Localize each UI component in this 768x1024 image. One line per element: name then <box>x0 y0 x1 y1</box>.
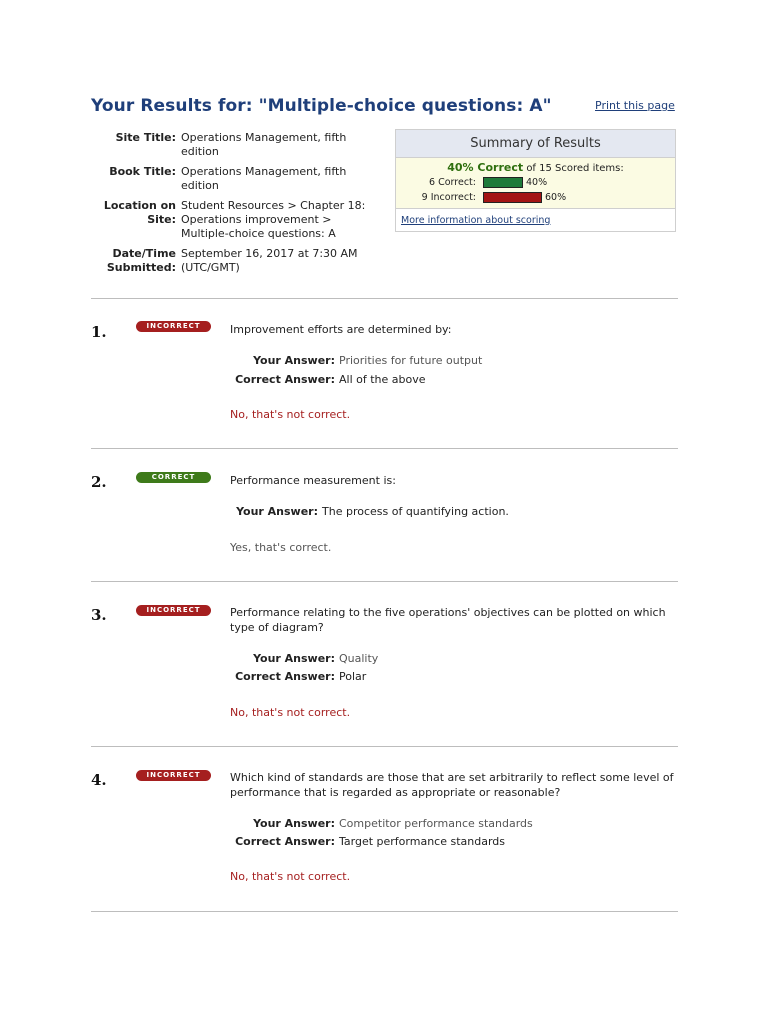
page-title: Your Results for: "Multiple-choice questions: A" <box>91 96 552 116</box>
incorrect-row <box>396 191 675 204</box>
your-answer-value: Quality <box>339 652 379 665</box>
location-value: Student Resources > Chapter 18: Operations improvement > Multiple-choice questions: A <box>181 199 366 240</box>
scored-items-text: of 15 Scored items: <box>526 163 624 174</box>
feedback-text: No, that's not correct. <box>230 706 351 719</box>
your-answer-label: Your Answer: <box>253 817 335 830</box>
site-title-label: Site Title: <box>115 131 176 144</box>
your-answer-row <box>226 504 509 519</box>
percent-correct: 40% Correct <box>447 161 524 174</box>
incorrect-percent: 60% <box>545 192 567 203</box>
more-info-scoring-link[interactable]: More information about scoring <box>401 215 551 226</box>
your-answer-label: Your Answer: <box>253 354 335 367</box>
question-text: Which kind of standards are those that are set arbitrarily to reflect some level of performance that is regarded as appropriate or reasonable? <box>230 771 674 799</box>
summary-body <box>396 158 675 209</box>
status-badge: INCORRECT <box>136 605 211 616</box>
correct-answer-value: Target performance standards <box>339 835 505 848</box>
your-answer-label: Your Answer: <box>236 505 318 518</box>
correct-answer-value: Polar <box>339 670 367 683</box>
correct-bar <box>483 177 523 188</box>
divider <box>91 448 678 449</box>
status-badge: INCORRECT <box>136 770 211 781</box>
your-answer-value: The process of quantifying action. <box>322 505 509 518</box>
status-badge: CORRECT <box>136 472 211 483</box>
your-answer-row <box>226 353 482 368</box>
correct-answer-label: Correct Answer: <box>235 670 335 683</box>
date-row <box>100 247 381 281</box>
question-number: 2. <box>91 473 107 491</box>
print-page-link[interactable]: Print this page <box>595 99 675 112</box>
question-number: 1. <box>91 323 107 341</box>
question-text: Improvement efforts are determined by: <box>230 323 452 336</box>
incorrect-bar <box>483 192 542 203</box>
correct-count-label: 6 Correct: <box>429 177 476 188</box>
correct-answer-value: All of the above <box>339 373 426 386</box>
correct-row <box>396 176 675 189</box>
your-answer-row <box>226 651 378 666</box>
feedback-text: No, that's not correct. <box>230 408 351 421</box>
correct-percent: 40% <box>526 177 548 188</box>
question-text: Performance measurement is: <box>230 474 396 487</box>
site-title-row <box>100 131 381 165</box>
incorrect-count-label: 9 Incorrect: <box>421 192 476 203</box>
summary-of-results <box>395 129 676 232</box>
submission-details <box>100 131 381 281</box>
divider <box>91 746 678 747</box>
your-answer-value: Competitor performance standards <box>339 817 533 830</box>
divider <box>91 911 678 912</box>
divider <box>91 298 678 299</box>
score-line <box>396 161 675 174</box>
status-badge: INCORRECT <box>136 321 211 332</box>
book-title-row <box>100 165 381 199</box>
site-title-value: Operations Management, fifth edition <box>181 131 347 158</box>
date-value: September 16, 2017 at 7:30 AM (UTC/GMT) <box>181 247 358 274</box>
feedback-text: Yes, that's correct. <box>230 541 332 554</box>
question-number: 4. <box>91 771 107 789</box>
question-number: 3. <box>91 606 107 624</box>
correct-answer-row <box>226 669 366 684</box>
correct-answer-label: Correct Answer: <box>235 373 335 386</box>
book-title-label: Book Title: <box>109 165 176 178</box>
correct-answer-label: Correct Answer: <box>235 835 335 848</box>
date-label: Date/Time Submitted: <box>106 247 176 274</box>
question-text: Performance relating to the five operations' objectives can be plotted on which type of diagram? <box>230 606 666 634</box>
feedback-text: No, that's not correct. <box>230 870 351 883</box>
location-row <box>100 199 381 247</box>
your-answer-row <box>226 816 533 831</box>
your-answer-value: Priorities for future output <box>339 354 483 367</box>
book-title-value: Operations Management, fifth edition <box>181 165 347 192</box>
your-answer-label: Your Answer: <box>253 652 335 665</box>
location-label: Location on Site: <box>103 199 176 226</box>
correct-answer-row <box>226 834 505 849</box>
divider <box>91 581 678 582</box>
correct-answer-row <box>226 372 426 387</box>
summary-title: Summary of Results <box>396 130 675 158</box>
